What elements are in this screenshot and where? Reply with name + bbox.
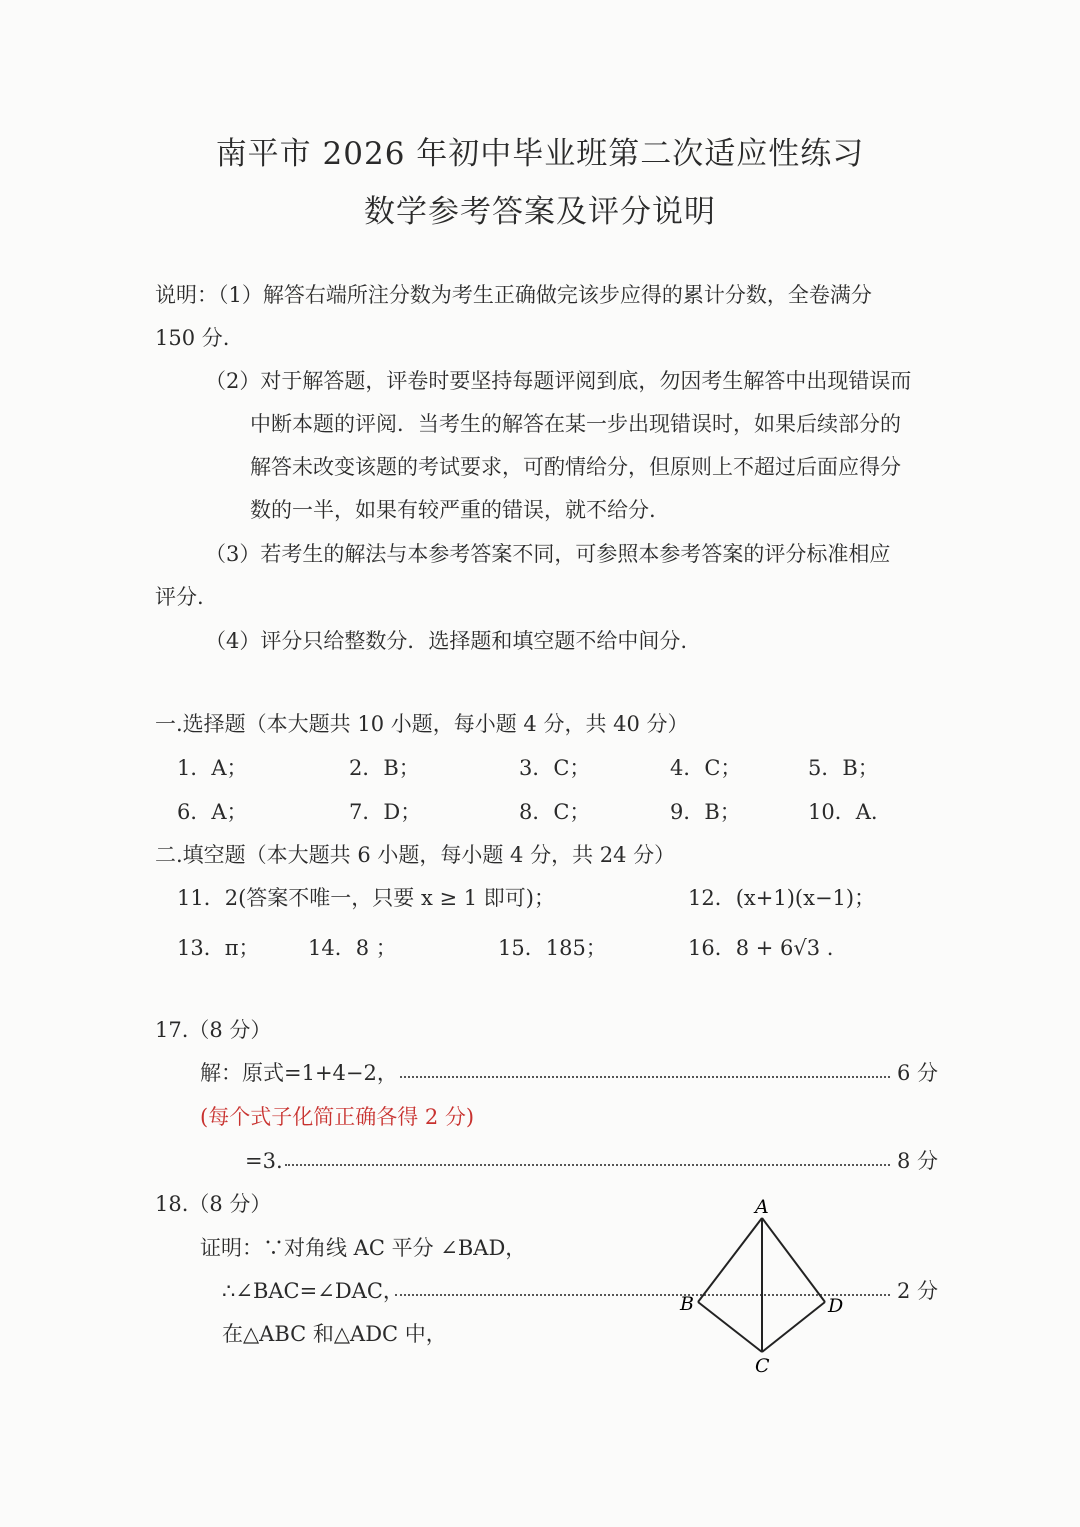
note-2-line-2: 中断本题的评阅．当考生的解答在某一步出现错误时，如果后续部分的 <box>250 412 901 436</box>
note-3-line-1: （3）若考生的解法与本参考答案不同，可参照本参考答案的评分标准相应 <box>205 542 891 566</box>
edge-cd <box>762 1302 825 1352</box>
q18-heading: 18.（8 分） <box>155 1192 272 1216</box>
vertex-label-c: C <box>755 1355 770 1376</box>
answer-14: 14．8 ； <box>308 936 397 960</box>
answer-3: 3．C； <box>519 756 591 780</box>
answer-16: 16．8 + 6√3 . <box>688 936 834 960</box>
answer-11: 11．2(答案不唯一，只要 x ≥ 1 即可)； <box>177 886 555 910</box>
note-1-line-1: 说明：（1）解答右端所注分数为考生正确做完该步应得的累计分数，全卷满分 <box>155 283 872 307</box>
section-1-heading: 一.选择题（本大题共 10 小题，每小题 4 分，共 40 分） <box>155 712 689 736</box>
q17-leader-1 <box>400 1074 890 1078</box>
note-2-line-3: 解答未改变该题的考试要求，可酌情给分，但原则上不超过后面应得分 <box>250 455 901 479</box>
note-2-line-1: （2）对于解答题，评卷时要坚持每题评阅到底，勿因考生解答中出现错误而 <box>205 369 912 393</box>
q17-heading: 17.（8 分） <box>155 1018 272 1042</box>
q18-step-2: ∴∠BAC=∠DAC， <box>222 1279 404 1303</box>
document-subtitle: 数学参考答案及评分说明 <box>364 194 716 230</box>
q18-step-3: 在△ABC 和△ADC 中， <box>222 1322 447 1346</box>
edge-bc <box>698 1302 762 1352</box>
vertex-label-a: A <box>755 1196 769 1218</box>
vertex-label-b: B <box>680 1293 694 1315</box>
note-1-line-2: 150 分. <box>155 326 230 350</box>
edge-ab <box>698 1218 762 1302</box>
answer-4: 4．C； <box>670 756 742 780</box>
q17-score-1: 6 分 <box>897 1061 939 1085</box>
answer-13: 13．π； <box>177 936 260 960</box>
note-2-line-4: 数的一半，如果有较严重的错误，就不给分. <box>250 498 656 522</box>
answer-15: 15．185； <box>498 936 607 960</box>
answer-10: 10．A. <box>808 800 878 824</box>
q17-step-1: 解：原式=1+4−2， <box>200 1061 398 1085</box>
note-3-line-2: 评分. <box>155 585 204 609</box>
q18-score-1: 2 分 <box>897 1279 939 1303</box>
q17-step-2: =3. <box>245 1149 283 1173</box>
section-2-heading: 二.填空题（本大题共 6 小题，每小题 4 分，共 24 分） <box>155 843 676 867</box>
q18-step-1: 证明：∵对角线 AC 平分 ∠BAD， <box>200 1236 527 1260</box>
answer-8: 8．C； <box>519 800 591 824</box>
answer-7: 7．D； <box>349 800 422 824</box>
quadrilateral-figure <box>670 1196 860 1376</box>
q17-leader-2 <box>285 1162 890 1166</box>
q17-score-2: 8 分 <box>897 1149 939 1173</box>
answer-5: 5．B； <box>808 756 879 780</box>
answer-9: 9．B； <box>670 800 741 824</box>
note-4: （4）评分只给整数分．选择题和填空题不给中间分. <box>205 629 688 653</box>
q17-scoring-note: (每个式子化简正确各得 2 分) <box>200 1105 475 1129</box>
edge-ad <box>762 1218 825 1302</box>
answer-12: 12．(x+1)(x−1)； <box>688 886 876 910</box>
document-title: 南平市 2026 年初中毕业班第二次适应性练习 <box>215 136 865 172</box>
vertex-label-d: D <box>828 1295 844 1317</box>
answer-6: 6．A； <box>177 800 248 824</box>
answer-2: 2．B； <box>349 756 420 780</box>
answer-1: 1．A； <box>177 756 248 780</box>
